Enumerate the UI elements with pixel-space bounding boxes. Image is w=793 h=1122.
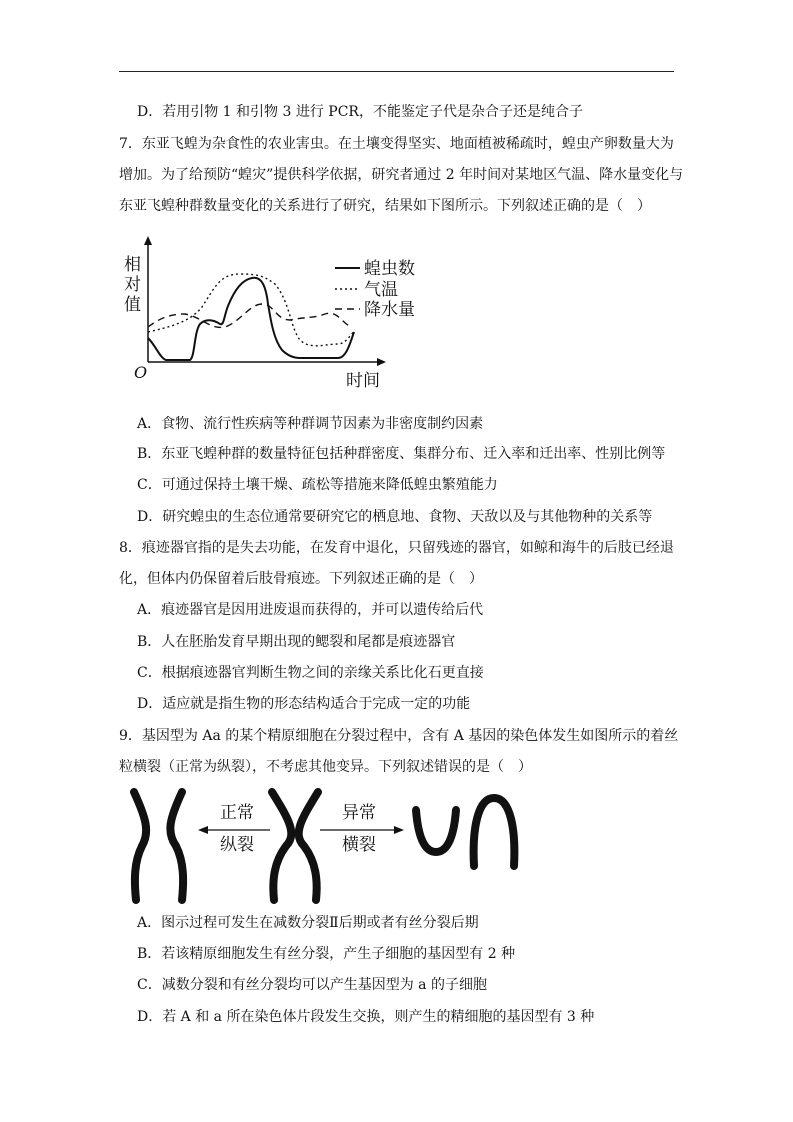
x-chromosome-right	[299, 792, 318, 900]
q6-option-d: D．若用引物 1 和引物 3 进行 PCR，不能鉴定子代是杂合子还是纯合子	[137, 104, 583, 120]
q9-option-c: C．减数分裂和有丝分裂均可以产生基因型为 a 的子细胞	[137, 977, 487, 993]
q9-stem-line-1: 9．基因型为 Aa 的某个精原细胞在分裂过程中，含有 A 基因的染色体发生如图所示的着丝	[119, 728, 679, 744]
q9-stem-line-2: 粒横裂（正常为纵裂），不考虑其他变异。下列叙述错误的是（ ）	[119, 759, 532, 775]
q7-stem-line-3: 东亚飞蝗种群数量变化的关系进行了研究，结果如下图所示。下列叙述正确的是（ ）	[119, 198, 651, 214]
x-label: 时间	[346, 371, 380, 391]
q7-option-b: B．东亚飞蝗种群的数量特征包括种群密度、集群分布、迁入率和迁出率、性别比例等	[137, 446, 666, 462]
q8-stem-line-1: 8．痕迹器官指的是失去功能，在发育中退化，只留残迹的器官，如鲸和海牛的后肢已经退	[119, 540, 674, 556]
temperature-curve	[148, 274, 355, 346]
q7-figure	[110, 232, 430, 392]
q9-option-d: D．若 A 和 a 所在染色体片段发生交换，则产生的精细胞的基因型有 3 种	[137, 1009, 595, 1025]
header-rule	[119, 71, 674, 72]
q7-option-d: D．研究蝗虫的生态位通常要研究它的栖息地、食物、天敌以及与其他物种的关系等	[137, 509, 653, 525]
y-axis-arrow	[144, 236, 152, 245]
q7-option-a: A．食物、流行性疾病等种群调节因素为非密度制约因素	[137, 416, 484, 432]
normal-arrow-head	[198, 826, 208, 834]
y-label-1: 相	[124, 255, 141, 275]
q7-option-c: C．可通过保持土壤干燥、疏松等措施来降低蝗虫繁殖能力	[137, 477, 498, 493]
q9-option-a: A．图示过程可发生在减数分裂Ⅱ后期或者有丝分裂后期	[137, 915, 479, 931]
origin-label: O	[134, 363, 148, 382]
normal-chromatid-right	[170, 792, 183, 900]
abnormal-label-2: 横裂	[342, 835, 376, 855]
x-axis-arrow	[377, 358, 386, 366]
legend-temperature: 气温	[364, 280, 398, 300]
q8-stem-line-2: 化，但体内仍保留着后肢骨痕迹。下列叙述正确的是（ ）	[119, 571, 483, 587]
legend-precipitation: 降水量	[364, 300, 415, 320]
u-shaped-chromosome	[416, 810, 456, 852]
y-label-3: 值	[124, 295, 141, 315]
q7-stem-line-2: 增加。为了给预防“蝗灾”提供科学依据，研究者通过 2 年时间对某地区气温、降水量变化与	[119, 167, 684, 183]
q8-option-c: C．根据痕迹器官判断生物之间的亲缘关系比化石更直接	[137, 665, 484, 681]
normal-chromatid-left	[134, 792, 146, 900]
inverted-u-chromosome	[474, 798, 515, 866]
q8-option-b: B．人在胚胎发育早期出现的鳃裂和尾都是痕迹器官	[137, 634, 456, 650]
y-label-2: 对	[124, 275, 141, 295]
q8-option-d: D．适应就是指生物的形态结构适合于完成一定的功能	[137, 696, 471, 712]
locust-curve	[148, 278, 354, 360]
normal-label-2: 纵裂	[220, 835, 254, 855]
q8-option-a: A．痕迹器官是因用进废退而获得的，并可以遗传给后代	[137, 602, 484, 618]
legend-locust: 蝗虫数	[364, 259, 415, 279]
q9-figure	[120, 788, 530, 904]
abnormal-label-1: 异常	[342, 803, 376, 823]
abnormal-arrow-head	[394, 826, 404, 834]
x-chromosome-left	[272, 792, 291, 900]
q7-stem-line-1: 7．东亚飞蝗为杂食性的农业害虫。在土壤变得坚实、地面植被稀疏时，蝗虫产卵数量大为	[119, 136, 674, 152]
normal-label-1: 正常	[220, 803, 254, 823]
q9-option-b: B．若该精原细胞发生有丝分裂，产生子细胞的基因型有 2 种	[137, 946, 516, 962]
